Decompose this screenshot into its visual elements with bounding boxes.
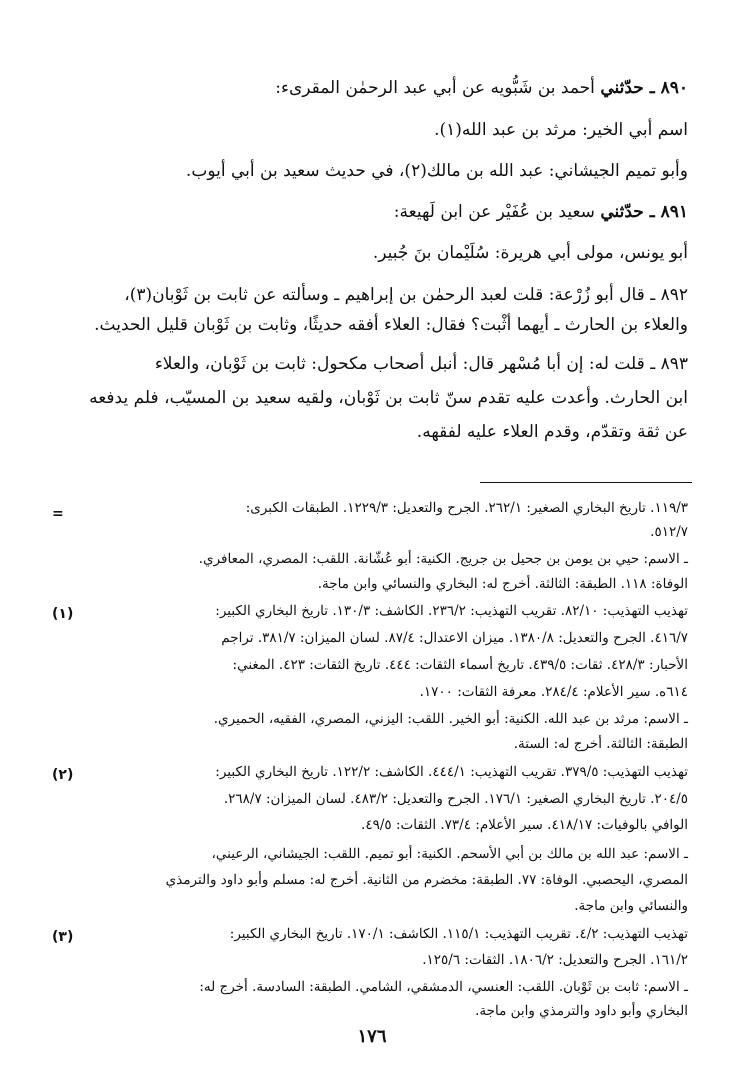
footnote-line: تهذيب التهذيب: ٣٧٩/٥. تقريب التهذيب: ٤٤٤/١. الكاشف: ١٢٢/٢. تاريخ البخاري الكبير: — [215, 764, 688, 780]
footnote-number-3: (٣) — [52, 929, 74, 945]
footnote-line: المصري، اليحصبي. الوفاة: ٧٧. الطبقة: مخضرم من الثانية. أخرج له: مسلم وأبو داود والترمذي — [165, 872, 688, 888]
footnote-line: الوفاة: ١١٨. الطبقة: الثالثة. أخرج له: البخاري والنسائي وابن ماجة. — [317, 576, 688, 592]
footnote-line: ٢٠٤/٥. تاريخ البخاري الصغير: ١٧٦/١. الجرح والتعديل: ٤٨٣/٢. لسان الميزان: ٢٦٨/٧. — [223, 791, 688, 807]
footnote-number-2: (٢) — [52, 767, 74, 783]
main-line-5: أبو يونس، مولى أبي هريرة: سُلَيْمان بنَ جُبير. — [372, 243, 688, 263]
hadith-lead: ٨٩١ ـ حدّثني — [600, 202, 688, 222]
main-line-4: ٨٩١ ـ حدّثني سعيد بن عُفَيْر عن ابن لَهيعة: — [393, 202, 688, 222]
footnote-line: ٥١٢/٧. — [650, 524, 688, 540]
main-line-7: والعلاء بن الحارث ـ أيهما أثْبت؟ فقال: العلاء أفقه حديثًا، وثابت بن ثَوْبان قليل الحديث. — [94, 315, 688, 335]
main-line-6: ٨٩٢ ـ قال أبو زُرْعة: قلت لعبد الرحمٰن بن إبراهيم ـ وسألته عن ثابت بن ثَوْبان(٣)، — [124, 285, 688, 305]
page-number: ١٧٦ — [357, 1026, 387, 1047]
footnote-line: الطبقة: الثالثة. أخرج له: الستة. — [513, 736, 688, 752]
footnote-line: ـ الاسم: عبد الله بن مالك بن أبي الأسحم. الكنية: أبو تميم. اللقب: الجيشاني، الرعيني، — [211, 846, 688, 862]
hadith-lead: ٨٩٠ ـ حدّثني — [600, 78, 688, 98]
main-line-2: اسم أبي الخير: مرثد بن عبد الله(١). — [434, 120, 688, 140]
footnote-line: والنسائي وابن ماجة. — [574, 898, 688, 914]
footnote-divider — [480, 482, 692, 483]
footnote-number-1: (١) — [52, 606, 74, 622]
footnote-line: ٦١٤ه. سير الأعلام: ٢٨٤/٤. معرفة الثقات: ١٧٠٠. — [419, 684, 688, 700]
main-line-8: ٨٩٣ ـ قلت له: إن أبا مُسْهر قال: أنبل أصحاب مكحول: ثابت بن ثَوْبان، والعلاء — [154, 354, 688, 374]
footnote-line: ١١٩/٣. تاريخ البخاري الصغير: ٢٦٢/١. الجرح والتعديل: ١٢٢٩/٣. الطبقات الكبرى: — [245, 500, 688, 516]
footnote-line: تهذيب التهذيب: ٤/٢. تقريب التهذيب: ١١٥/١. الكاشف: ١٧٠/١. تاريخ البخاري الكبير: — [229, 926, 688, 942]
main-line-3: وأبو تميم الجيشاني: عبد الله بن مالك(٢)، في حديث سعيد بن أبي أيوب. — [185, 161, 688, 181]
main-line-9: ابن الحارث. وأعدت عليه تقدم سنّ ثابت بن ثَوْبان، ولقيه سعيد بن المسيّب، فلم يدفعه — [89, 388, 688, 408]
footnote-line: ـ الاسم: ثابت بن ثَوْبان. اللقب: العنسي، الدمشقي، الشامي. الطبقة: السادسة. أخرج له: — [199, 979, 688, 995]
main-line-1: ٨٩٠ ـ حدّثني أحمد بن شَبُّويه عن أبي عبد الرحمٰن المقرىء: — [275, 78, 688, 98]
footnote-line: البخاري وأبو داود والترمذي وابن ماجة. — [475, 1003, 688, 1019]
footnote-line: ٤١٦/٧. الجرح والتعديل: ١٣٨٠/٨. ميزان الاعتدال: ٨٧/٤. لسان الميزان: ٣٨١/٧. تراجم — [221, 630, 688, 646]
footnote-line: ١٦١/٢. الجرح والتعديل: ١٨٠٦/٢. الثقات: ١٢٥/٦. — [422, 952, 688, 968]
footnote-line: ـ الاسم: مرثد بن عبد الله. الكنية: أبو الخير. اللقب: اليزني، المصري، الفقيه، الحميري. — [213, 711, 688, 727]
footnote-line: تهذيب التهذيب: ٨٢/١٠. تقريب التهذيب: ٢٣٦/٢. الكاشف: ١٣٠/٣. تاريخ البخاري الكبير: — [215, 603, 688, 619]
footnote-line: الأحبار: ٤٢٨/٣. ثقات: ٤٣٩/٥. تاريخ أسماء الثقات: ٤٤٤. تاريخ الثقات: ٤٢٣. المغني: — [232, 657, 688, 673]
footnote-line: الوافي بالوفيات: ٤١٨/١٧. سير الأعلام: ٧٣/٤. الثقات: ٤٩/٥. — [361, 817, 688, 833]
footnote-continuation-marker: = — [52, 506, 64, 522]
main-line-10: عن ثقة وتقدّم، وقدم العلاء عليه لفقهه. — [416, 422, 688, 442]
footnote-line: ـ الاسم: حيي بن يومن بن جحيل بن جريج. الكنية: أبو عُشّانة. اللقب: المصري، المعافري. — [198, 551, 688, 567]
